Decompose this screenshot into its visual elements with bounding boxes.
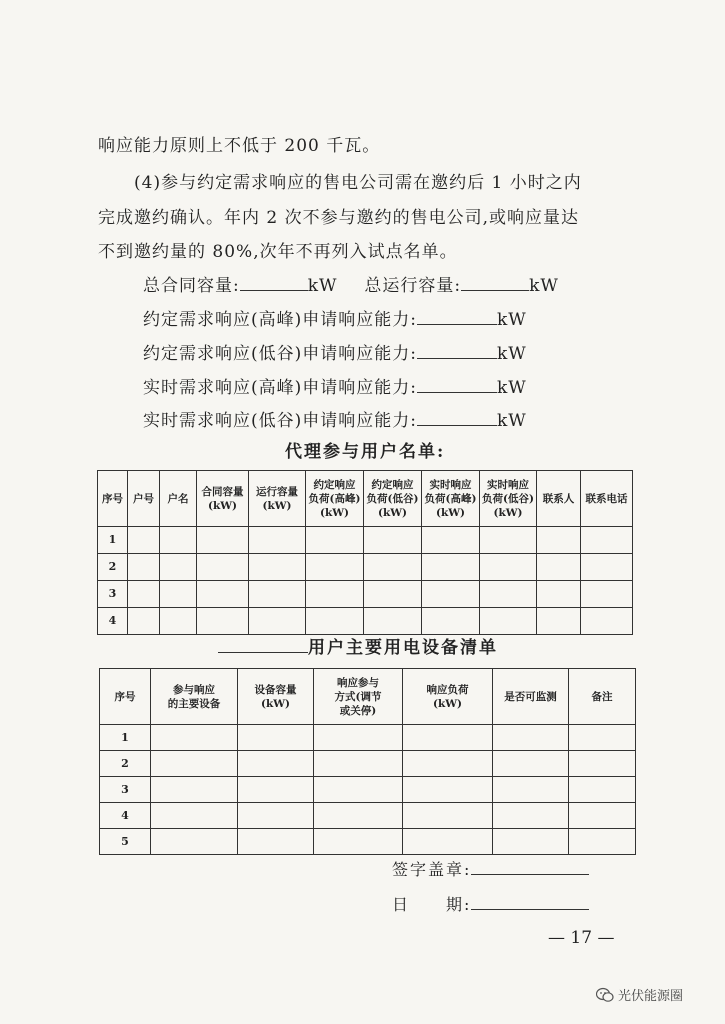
empty-input-cell[interactable]: [537, 554, 581, 581]
user-list-body: [98, 527, 633, 635]
empty-input-cell[interactable]: [364, 608, 422, 635]
watermark-text: 光伏能源圈: [618, 989, 684, 1004]
equipment-list-header-cell: 响应负荷 (kW): [403, 669, 493, 725]
empty-input-cell[interactable]: [249, 527, 306, 554]
unit-label: kW: [497, 344, 527, 364]
signature-label: 签字盖章:: [392, 860, 472, 879]
empty-input-cell[interactable]: [403, 803, 493, 829]
table-row: [98, 554, 633, 581]
unit-label: kW: [529, 276, 559, 296]
table-row: [98, 581, 633, 608]
paragraph-line: 不到邀约量的 80%,次年不再列入试点名单。: [98, 242, 458, 262]
total-contract-label: 总合同容量:: [143, 276, 240, 296]
table-row: [100, 725, 636, 751]
empty-input-cell[interactable]: [314, 725, 403, 751]
empty-input-cell[interactable]: [314, 803, 403, 829]
user-list-header-cell: 序号: [98, 471, 128, 527]
table-row: [100, 803, 636, 829]
empty-input-cell[interactable]: [151, 751, 238, 777]
empty-input-cell[interactable]: [249, 608, 306, 635]
empty-input-cell[interactable]: [493, 777, 569, 803]
empty-input-cell[interactable]: [493, 803, 569, 829]
capacity-row-label: 约定需求响应(低谷)申请响应能力:: [143, 344, 417, 364]
empty-input-cell[interactable]: [238, 829, 314, 855]
empty-input-cell[interactable]: [569, 803, 636, 829]
equipment-list-table: [99, 668, 636, 855]
empty-input-cell[interactable]: [151, 777, 238, 803]
paragraph-line: 响应能力原则上不低于 200 千瓦。: [98, 136, 381, 156]
empty-input-cell[interactable]: [569, 725, 636, 751]
empty-input-cell[interactable]: [314, 777, 403, 803]
empty-input-cell[interactable]: [422, 608, 480, 635]
empty-input-cell[interactable]: [422, 554, 480, 581]
signature-row: [392, 857, 589, 880]
empty-input-cell[interactable]: [197, 527, 249, 554]
equipment-list-body: [100, 725, 636, 855]
empty-input-cell[interactable]: [197, 554, 249, 581]
unit-label: kW: [497, 411, 527, 431]
unit-label: kW: [307, 276, 338, 296]
empty-input-cell[interactable]: [238, 777, 314, 803]
row-number-cell: 3: [98, 581, 128, 608]
empty-input-cell[interactable]: [569, 777, 636, 803]
empty-input-cell[interactable]: [480, 554, 537, 581]
empty-input-cell[interactable]: [197, 581, 249, 608]
capacity-row-label: 实时需求响应(低谷)申请响应能力:: [143, 411, 417, 431]
total-running-label: 总运行容量:: [364, 276, 462, 296]
user-list-header-cell: 实时响应 负荷(高峰) (kW): [422, 471, 480, 527]
empty-input-cell[interactable]: [160, 581, 197, 608]
capacity-row: [143, 305, 527, 330]
empty-input-cell[interactable]: [480, 581, 537, 608]
empty-input-cell[interactable]: [581, 554, 633, 581]
user-list-header-cell: 合同容量 (kW): [197, 471, 249, 527]
date-row: [392, 892, 589, 915]
row-number-cell: 4: [98, 608, 128, 635]
table-row: [98, 608, 633, 635]
empty-input-cell[interactable]: [238, 803, 314, 829]
user-list-header-cell: 户号: [128, 471, 160, 527]
empty-input-cell[interactable]: [569, 829, 636, 855]
row-number-cell: 3: [100, 777, 151, 803]
empty-input-cell[interactable]: [537, 581, 581, 608]
paragraph-line: 完成邀约确认。年内 2 次不参与邀约的售电公司,或响应量达: [98, 208, 580, 228]
empty-input-cell[interactable]: [249, 581, 306, 608]
empty-input-cell[interactable]: [306, 527, 364, 554]
signature-blank[interactable]: [471, 858, 589, 875]
capacity-blank[interactable]: [417, 409, 497, 426]
empty-input-cell[interactable]: [581, 608, 633, 635]
empty-input-cell[interactable]: [581, 527, 633, 554]
user-list-title: 代理参与用户名单:: [285, 442, 446, 462]
paragraph-line: (4)参与约定需求响应的售电公司需在邀约后 1 小时之内: [134, 173, 582, 193]
date-label: 日 期:: [392, 895, 472, 914]
empty-input-cell[interactable]: [537, 608, 581, 635]
capacity-row-label: 约定需求响应(高峰)申请响应能力:: [143, 310, 417, 330]
empty-input-cell[interactable]: [128, 527, 160, 554]
user-list-header-cell: 联系人: [537, 471, 581, 527]
empty-input-cell[interactable]: [151, 725, 238, 751]
empty-input-cell[interactable]: [160, 608, 197, 635]
table-row: [100, 829, 636, 855]
table-row: [100, 751, 636, 777]
user-list-header-cell: 约定响应 负荷(高峰) (kW): [306, 471, 364, 527]
row-number-cell: 1: [100, 725, 151, 751]
row-number-cell: 2: [100, 751, 151, 777]
capacity-totals-row: [143, 271, 559, 296]
equipment-list-header-cell: 设备容量 (kW): [238, 669, 314, 725]
equipment-list-header-cell: 备注: [569, 669, 636, 725]
table-row: [100, 777, 636, 803]
table-row: [98, 527, 633, 554]
user-list-header-cell: 实时响应 负荷(低谷) (kW): [480, 471, 537, 527]
empty-input-cell[interactable]: [364, 527, 422, 554]
empty-input-cell[interactable]: [128, 554, 160, 581]
row-number-cell: 5: [100, 829, 151, 855]
user-list-header-row: [98, 471, 633, 527]
equipment-list-header-cell: 序号: [100, 669, 151, 725]
capacity-row: [143, 406, 527, 431]
equipment-list-header-row: [100, 669, 636, 725]
empty-input-cell[interactable]: [581, 581, 633, 608]
empty-input-cell[interactable]: [314, 829, 403, 855]
empty-input-cell[interactable]: [422, 581, 480, 608]
empty-input-cell[interactable]: [403, 777, 493, 803]
empty-input-cell[interactable]: [364, 554, 422, 581]
empty-input-cell[interactable]: [403, 829, 493, 855]
empty-input-cell[interactable]: [364, 581, 422, 608]
empty-input-cell[interactable]: [128, 581, 160, 608]
page-number: — 17 —: [548, 928, 615, 948]
row-number-cell: 2: [98, 554, 128, 581]
empty-input-cell[interactable]: [160, 527, 197, 554]
capacity-row: [143, 373, 527, 398]
empty-input-cell[interactable]: [160, 554, 197, 581]
empty-input-cell[interactable]: [128, 608, 160, 635]
empty-input-cell[interactable]: [314, 751, 403, 777]
empty-input-cell[interactable]: [403, 751, 493, 777]
empty-input-cell[interactable]: [306, 554, 364, 581]
user-list-header-cell: 约定响应 负荷(低谷) (kW): [364, 471, 422, 527]
unit-label: kW: [497, 310, 527, 330]
equipment-list-title-row: [218, 633, 498, 658]
empty-input-cell[interactable]: [422, 527, 480, 554]
empty-input-cell[interactable]: [480, 608, 537, 635]
empty-input-cell[interactable]: [306, 608, 364, 635]
wechat-icon: [596, 987, 614, 1003]
user-list-header-cell: 户名: [160, 471, 197, 527]
capacity-row: [143, 339, 527, 364]
equipment-list-header-cell: 参与响应 的主要设备: [151, 669, 238, 725]
empty-input-cell[interactable]: [238, 725, 314, 751]
empty-input-cell[interactable]: [569, 751, 636, 777]
empty-input-cell[interactable]: [306, 581, 364, 608]
empty-input-cell[interactable]: [249, 554, 306, 581]
empty-input-cell[interactable]: [403, 725, 493, 751]
empty-input-cell[interactable]: [480, 527, 537, 554]
date-blank[interactable]: [471, 893, 589, 910]
watermark: [596, 985, 683, 1004]
row-number-cell: 1: [98, 527, 128, 554]
unit-label: kW: [497, 378, 527, 398]
empty-input-cell[interactable]: [238, 751, 314, 777]
capacity-blank[interactable]: [417, 376, 497, 393]
capacity-blank[interactable]: [417, 308, 497, 325]
empty-input-cell[interactable]: [493, 829, 569, 855]
empty-input-cell[interactable]: [537, 527, 581, 554]
equipment-list-header-cell: 是否可监测: [493, 669, 569, 725]
total-contract-blank[interactable]: [240, 274, 308, 291]
empty-input-cell[interactable]: [493, 751, 569, 777]
user-list-header-cell: 运行容量 (kW): [249, 471, 306, 527]
user-list-header-cell: 联系电话: [581, 471, 633, 527]
capacity-blank[interactable]: [417, 342, 497, 359]
empty-input-cell[interactable]: [197, 608, 249, 635]
empty-input-cell[interactable]: [493, 725, 569, 751]
user-list-table: [97, 470, 633, 635]
empty-input-cell[interactable]: [151, 829, 238, 855]
total-running-blank[interactable]: [461, 274, 529, 291]
equipment-owner-blank[interactable]: [218, 638, 308, 653]
equipment-list-title: 用户主要用电设备清单: [308, 638, 498, 658]
row-number-cell: 4: [100, 803, 151, 829]
capacity-row-label: 实时需求响应(高峰)申请响应能力:: [143, 378, 417, 398]
equipment-list-header-cell: 响应参与 方式(调节 或关停): [314, 669, 403, 725]
empty-input-cell[interactable]: [151, 803, 238, 829]
